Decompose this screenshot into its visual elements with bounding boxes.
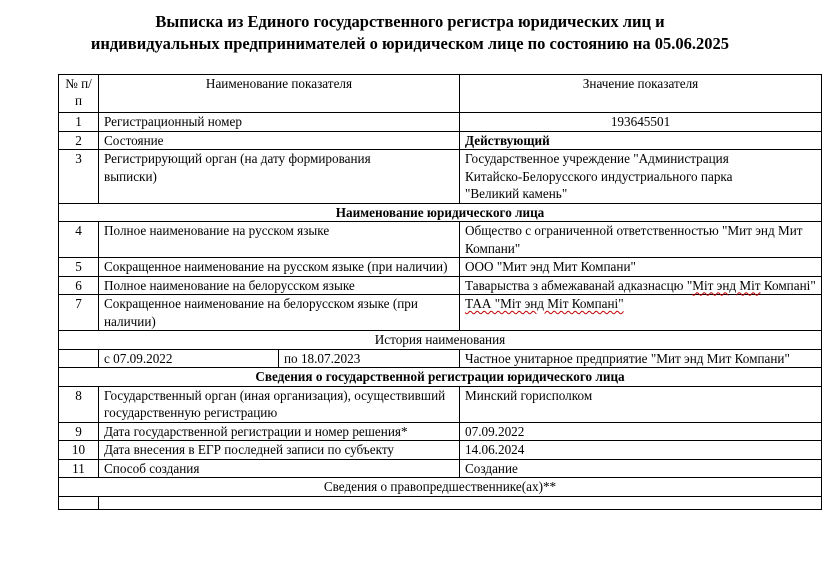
row-label: Дата внесения в ЕГР последней записи по субъекту (99, 441, 460, 460)
header-num: № п/п (59, 75, 99, 113)
row-value: 193645501 (460, 113, 822, 132)
row-label: Сокращенное наименование на белорусском языке (при наличии) (99, 295, 460, 331)
section-name-title: Наименование юридического лица (59, 203, 822, 222)
title-line-2: индивидуальных предпринимателей о юридическом лице по состоянию на 05.06.2025 (90, 34, 730, 53)
row-value (460, 295, 822, 331)
row-value: Создание (460, 459, 822, 478)
header-value: Значение показателя (460, 75, 822, 113)
row-num: 1 (59, 113, 99, 132)
row-value: 07.09.2022 (460, 422, 822, 441)
row-num: 3 (59, 150, 99, 204)
row-label: Регистрационный номер (99, 113, 460, 132)
row-value: ООО "Мит энд Мит Компани" (460, 258, 822, 277)
history-from: с 07.09.2022 (99, 349, 279, 368)
header-name: Наименование показателя (99, 75, 460, 113)
history-title: История наименования (59, 331, 822, 350)
table-row (59, 258, 822, 277)
row-num: 10 (59, 441, 99, 460)
row-label: Сокращенное наименование на русском языке (при наличии) (99, 258, 460, 277)
history-num (59, 349, 99, 368)
row-value (460, 276, 822, 295)
table-header-row (59, 75, 822, 113)
table-row (59, 422, 822, 441)
value-text: Компані" (760, 277, 816, 293)
row-num: 8 (59, 386, 99, 422)
subsection-header-row (59, 478, 822, 497)
table-row (59, 295, 822, 331)
table-row (59, 150, 822, 204)
section-header-row (59, 368, 822, 387)
partial-cell (59, 496, 99, 509)
row-num: 11 (59, 459, 99, 478)
row-label: Полное наименование на русском языке (99, 222, 460, 258)
row-value: Минский горисполком (460, 386, 822, 422)
table-row (59, 441, 822, 460)
table-row (59, 276, 822, 295)
row-num: 4 (59, 222, 99, 258)
row-label: Способ создания (99, 459, 460, 478)
spellcheck-underlined-text: ТАА "Міт энд Міт Компані" (465, 296, 624, 311)
row-num: 6 (59, 276, 99, 295)
value-text: Таварыства з абмежаванай адказнасцю " (465, 277, 693, 293)
row-value: Государственное учреждение "Администрация Китайско-Белорусского индустриального парка "Великий камень" (460, 150, 822, 204)
row-value: 14.06.2024 (460, 441, 822, 460)
title-line-1: Выписка из Единого государственного регистра юридических лиц и (155, 12, 665, 31)
row-label: Государственный орган (иная организация), осуществивший государственную регистрацию (99, 386, 460, 422)
table-row (59, 386, 822, 422)
section-header-row (59, 203, 822, 222)
row-label: Полное наименование на белорусском языке (99, 276, 460, 295)
registry-table (58, 74, 822, 510)
row-label: Регистрирующий орган (на дату формирования выписки) (99, 150, 460, 204)
row-num: 9 (59, 422, 99, 441)
history-row (59, 349, 822, 368)
table-row (59, 459, 822, 478)
row-num: 7 (59, 295, 99, 331)
row-num: 2 (59, 131, 99, 150)
row-value: Действующий (460, 131, 822, 150)
table-row-partial (59, 496, 822, 509)
predecessor-title: Сведения о правопредшественнике(ах)** (59, 478, 822, 497)
history-to: по 18.07.2023 (279, 349, 460, 368)
partial-cell (99, 496, 822, 509)
document-title (0, 11, 820, 55)
row-label: Состояние (99, 131, 460, 150)
history-value: Частное унитарное предприятие "Мит энд Мит Компани" (460, 349, 822, 368)
row-value: Общество с ограниченной ответственностью "Мит энд Мит Компани" (460, 222, 822, 258)
spellcheck-underlined-text: Міт энд Міт (692, 277, 761, 293)
table-row (59, 222, 822, 258)
row-num: 5 (59, 258, 99, 277)
row-label: Дата государственной регистрации и номер решения* (99, 422, 460, 441)
table-row (59, 131, 822, 150)
section-registration-title: Сведения о государственной регистрации юридического лица (59, 368, 822, 387)
table-row (59, 113, 822, 132)
subsection-header-row (59, 331, 822, 350)
